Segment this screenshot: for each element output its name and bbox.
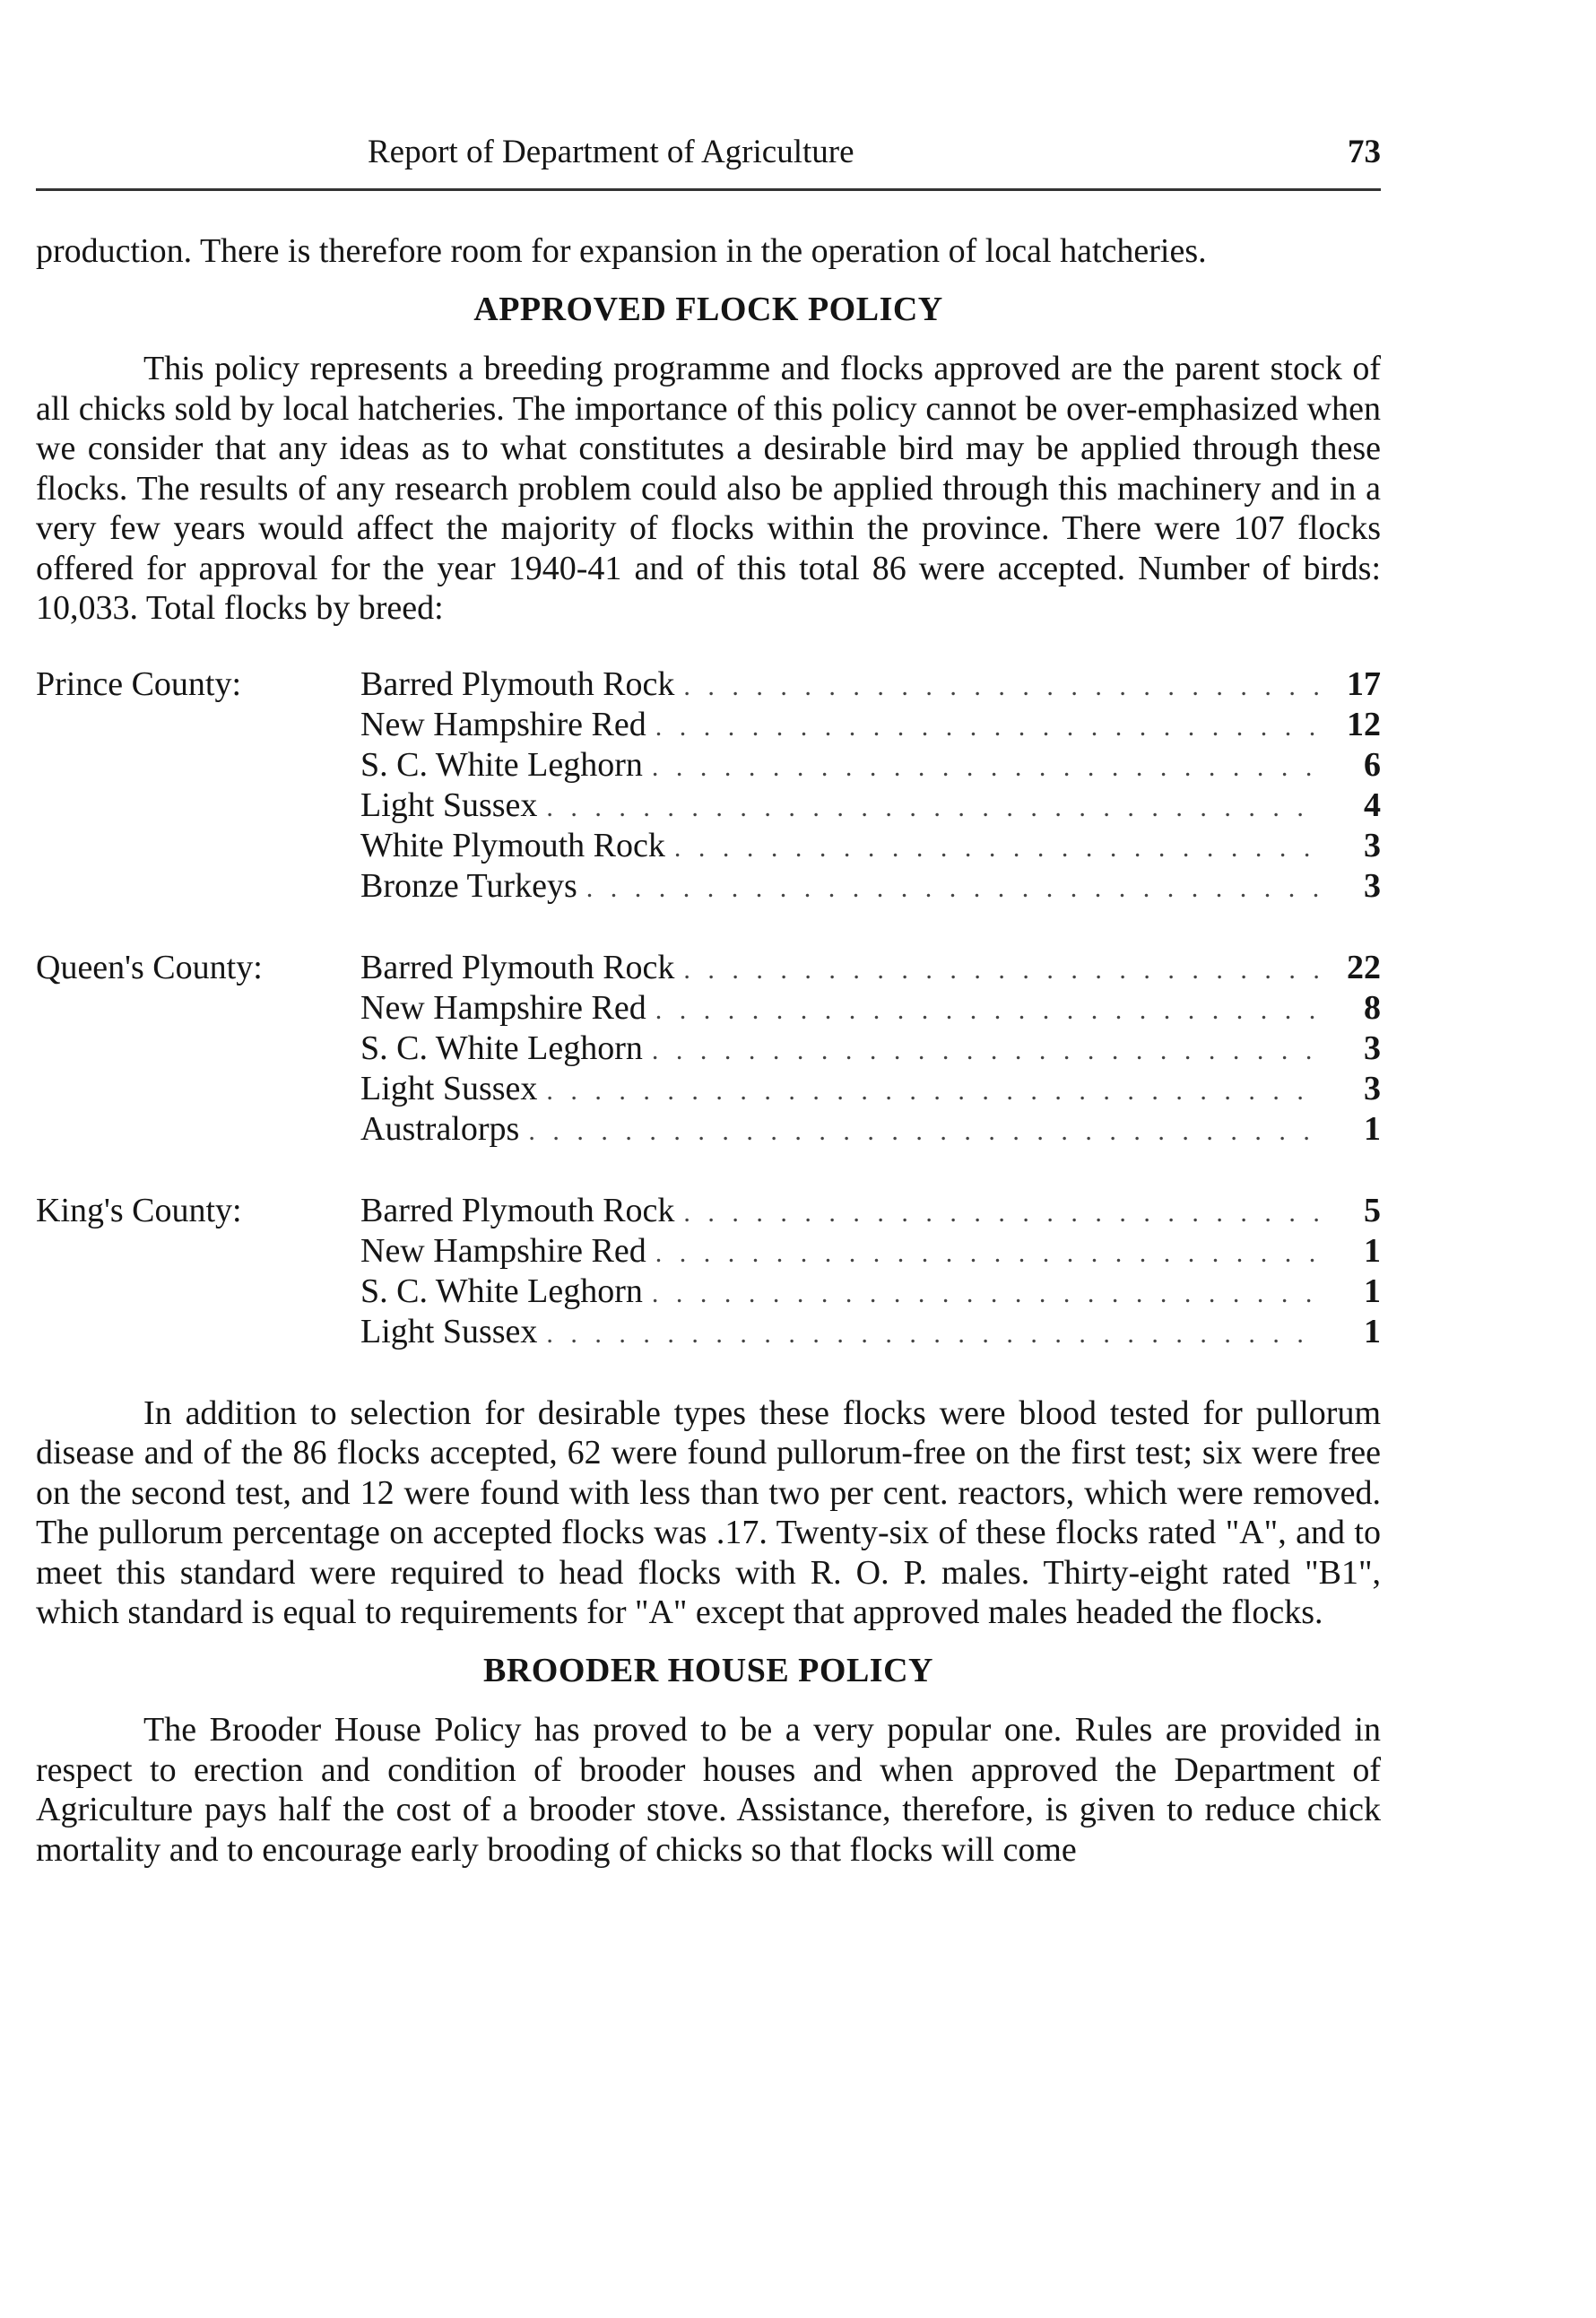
table-row bbox=[36, 1312, 1381, 1352]
breed-name: Light Sussex bbox=[360, 1312, 538, 1350]
dot-leader bbox=[655, 1234, 1318, 1274]
flock-count: 3 bbox=[1364, 1069, 1381, 1107]
breed-name: Light Sussex bbox=[360, 786, 538, 824]
breed-line bbox=[360, 988, 1318, 1031]
table-row bbox=[36, 1069, 1381, 1109]
dot-leader bbox=[652, 748, 1318, 788]
breed-name: S. C. White Leghorn bbox=[360, 745, 643, 784]
table-row bbox=[36, 1231, 1381, 1272]
opening-paragraph: production. There is therefore room for expansion in the operation of local hatcheries. bbox=[36, 232, 1207, 270]
table-row bbox=[36, 1029, 1381, 1069]
breed-line bbox=[360, 866, 1318, 909]
page-number: 73 bbox=[1348, 134, 1381, 170]
breed-name: Australorps bbox=[360, 1109, 520, 1148]
page-body bbox=[36, 231, 1381, 1870]
spacer bbox=[36, 1690, 1381, 1710]
breed-line bbox=[360, 664, 1318, 708]
flock-count: 12 bbox=[1347, 705, 1381, 743]
flocks-by-breed-table bbox=[36, 664, 1381, 1352]
flock-count: 5 bbox=[1364, 1191, 1381, 1229]
county-group-kings bbox=[36, 1191, 1381, 1352]
table-row bbox=[36, 1272, 1381, 1312]
flock-count: 1 bbox=[1364, 1312, 1381, 1350]
table-row bbox=[36, 786, 1381, 826]
breed-name: White Plymouth Rock bbox=[360, 826, 665, 864]
dot-leader bbox=[528, 1112, 1318, 1152]
table-row bbox=[36, 988, 1381, 1029]
table-row bbox=[36, 866, 1381, 907]
flock-count: 3 bbox=[1364, 866, 1381, 905]
county-group-queens bbox=[36, 948, 1381, 1150]
dot-leader bbox=[652, 1274, 1318, 1315]
breed-name: Barred Plymouth Rock bbox=[360, 664, 675, 703]
dot-leader bbox=[683, 951, 1318, 991]
breed-name: S. C. White Leghorn bbox=[360, 1272, 643, 1310]
dot-leader bbox=[683, 667, 1318, 708]
breed-name: Bronze Turkeys bbox=[360, 866, 577, 905]
breed-name: Barred Plymouth Rock bbox=[360, 948, 675, 986]
flock-count: 3 bbox=[1364, 826, 1381, 864]
flock-count: 17 bbox=[1347, 664, 1381, 703]
county-name: Prince County: bbox=[36, 664, 242, 703]
approved-flock-paragraph: This policy represents a breeding programme and flocks approved are the parent stock of all chicks sold by local hatcheries. The importance of this policy cannot be over-emphasized when we consider that any ideas as to what constitutes a desirable bird may be applied through these flocks. The results of any research problem could also be applied through this machinery and in a very few years would affect the majority of flocks within the province. There were 107 flocks offered for approval for the year 1940-41 and of this total 86 were accepted. Number of birds: 10,033. Total flocks by breed: bbox=[36, 350, 1381, 627]
brooder-house-heading: BROODER HOUSE POLICY bbox=[483, 1651, 933, 1689]
breed-name: S. C. White Leghorn bbox=[360, 1029, 643, 1067]
table-row bbox=[36, 664, 1381, 705]
breed-line bbox=[360, 1109, 1318, 1152]
breed-line bbox=[360, 1231, 1318, 1274]
flock-count: 1 bbox=[1364, 1231, 1381, 1270]
dot-leader bbox=[546, 1315, 1318, 1355]
breed-line bbox=[360, 1312, 1318, 1355]
flock-count: 22 bbox=[1347, 948, 1381, 986]
breed-name: New Hampshire Red bbox=[360, 988, 646, 1027]
spacer bbox=[36, 272, 1381, 290]
breed-name: New Hampshire Red bbox=[360, 705, 646, 743]
dot-leader bbox=[683, 1194, 1318, 1234]
breed-line bbox=[360, 1272, 1318, 1315]
county-name: King's County: bbox=[36, 1191, 242, 1229]
flock-count: 4 bbox=[1364, 786, 1381, 824]
brooder-house-paragraph: The Brooder House Policy has proved to be a very popular one. Rules are provided in respect to erection and condition of brooder houses and when approved the Department of Agriculture pays half the cost of a brooder stove. Assistance, therefore, is given to reduce chick mortality and to encourage early brooding of chicks so that flocks will come bbox=[36, 1711, 1381, 1869]
dot-leader bbox=[655, 991, 1318, 1031]
flock-count: 8 bbox=[1364, 988, 1381, 1027]
running-head bbox=[36, 133, 1381, 183]
flock-count: 3 bbox=[1364, 1029, 1381, 1067]
flock-count: 1 bbox=[1364, 1272, 1381, 1310]
breed-line bbox=[360, 745, 1318, 788]
blood-test-paragraph: In addition to selection for desirable types these flocks were blood tested for pullorum disease and of the 86 flocks accepted, 62 were found pullorum-free on the first test; six were free on the second test, and 12 were found with less than two per cent. reactors, which were removed. The pullorum percentage on accepted flocks was .17. Twenty-six of these flocks rated "A", and to meet this standard were required to head flocks with R. O. P. males. Thirty-eight rated "B1", which standard is equal to requirements for "A" except that approved males headed the flocks. bbox=[36, 1393, 1381, 1631]
flock-count: 6 bbox=[1364, 745, 1381, 784]
table-row bbox=[36, 826, 1381, 866]
dot-leader bbox=[586, 869, 1318, 909]
breed-line bbox=[360, 1191, 1318, 1234]
table-row bbox=[36, 745, 1381, 786]
approved-flock-heading: APPROVED FLOCK POLICY bbox=[473, 290, 943, 328]
table-row bbox=[36, 948, 1381, 988]
dot-leader bbox=[655, 708, 1318, 748]
breed-name: Barred Plymouth Rock bbox=[360, 1191, 675, 1229]
dot-leader bbox=[674, 829, 1318, 869]
spacer bbox=[36, 329, 1381, 349]
table-row bbox=[36, 1191, 1381, 1231]
breed-line bbox=[360, 1069, 1318, 1112]
header-rule bbox=[36, 188, 1381, 191]
table-row bbox=[36, 705, 1381, 745]
dot-leader bbox=[546, 1072, 1318, 1112]
breed-line bbox=[360, 948, 1318, 991]
breed-line bbox=[360, 826, 1318, 869]
county-group-prince bbox=[36, 664, 1381, 907]
breed-name: Light Sussex bbox=[360, 1069, 538, 1107]
dot-leader bbox=[652, 1031, 1318, 1072]
breed-name: New Hampshire Red bbox=[360, 1231, 646, 1270]
breed-line bbox=[360, 705, 1318, 748]
county-name: Queen's County: bbox=[36, 948, 263, 986]
breed-line bbox=[360, 786, 1318, 829]
breed-line bbox=[360, 1029, 1318, 1072]
dot-leader bbox=[546, 788, 1318, 829]
spacer bbox=[36, 1633, 1381, 1651]
flock-count: 1 bbox=[1364, 1109, 1381, 1148]
table-row bbox=[36, 1109, 1381, 1150]
running-title: Report of Department of Agriculture bbox=[368, 134, 854, 170]
